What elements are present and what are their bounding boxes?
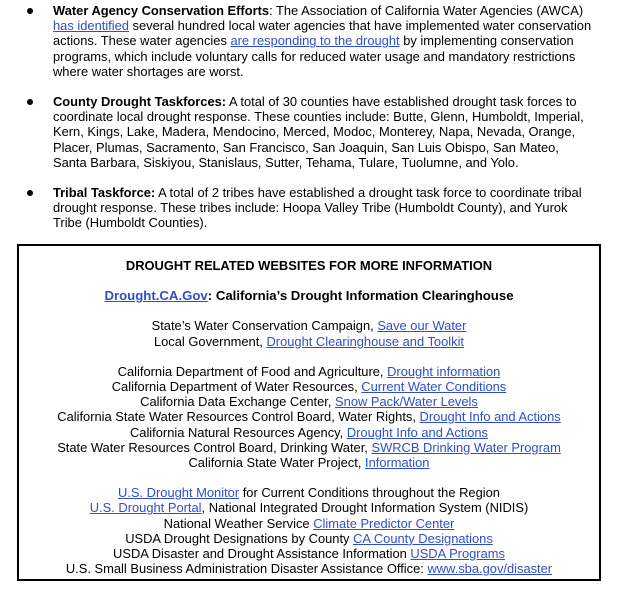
bullet-water-agency [0, 3, 620, 79]
responding-to-drought-link[interactable]: are responding to the drought [230, 33, 400, 49]
has-identified-link[interactable]: has identified [53, 18, 129, 34]
bullet-dot-icon [27, 190, 33, 196]
clearinghouse-text: : California’s Drought Information Clearinghouse [207, 288, 514, 304]
resource-line [19, 500, 599, 515]
resource-link[interactable]: Drought Clearinghouse and Toolkit [266, 333, 465, 349]
resource-text: USDA Drought Designations by County [125, 530, 354, 546]
resource-line [19, 531, 599, 546]
resource-link[interactable]: SWRCB Drinking Water Program [371, 439, 561, 455]
link-group [19, 318, 599, 348]
resource-line [19, 364, 599, 379]
resource-text: California State Water Resources Control Board, Water Rights, [57, 409, 420, 425]
resource-text: State Water Resources Control Board, Drinking Water, [57, 439, 372, 455]
resource-link[interactable]: CA County Designations [353, 530, 493, 546]
bullet-text: several hundred local water agencies that have implemented water conservation actions. These water agencies [53, 18, 592, 49]
resource-link[interactable]: www.sba.gov/disaster [427, 561, 553, 577]
bullet-title: Tribal Taskforce: [53, 185, 156, 201]
resource-line [19, 455, 599, 470]
resource-text: for Current Conditions throughout the Region [239, 485, 500, 501]
bullet-title: County Drought Taskforces: [53, 94, 227, 110]
resource-link[interactable]: U.S. Drought Portal [89, 500, 202, 516]
resource-text: State’s Water Conservation Campaign, [151, 318, 378, 334]
bullet-text: by implementing conservation programs, which include voluntary calls for reduced water usage and mandatory restrictions where water shortages are worst. [53, 33, 576, 79]
clearinghouse-line [19, 288, 599, 303]
resource-text: U.S. Small Business Administration Disaster Assistance Office: [65, 561, 428, 577]
resource-link[interactable]: Snow Pack/Water Levels [335, 394, 478, 410]
bullet-title: Water Agency Conservation Efforts [53, 3, 270, 18]
resource-text: USDA Disaster and Drought Assistance Information [113, 546, 411, 562]
resource-line [19, 485, 599, 500]
bullet-tribal-taskforce [0, 185, 620, 231]
resource-line [19, 440, 599, 455]
resource-text: California Department of Food and Agriculture, [117, 363, 388, 379]
resource-line [19, 425, 599, 440]
resource-link[interactable]: USDA Programs [410, 546, 505, 562]
box-heading: DROUGHT RELATED WEBSITES FOR MORE INFORMATION [125, 258, 493, 273]
resource-text: California Data Exchange Center, [140, 394, 336, 410]
bullet-text: : The Association of California Water Agencies (AWCA) [269, 3, 584, 18]
resource-line [19, 409, 599, 424]
drought-ca-gov-link[interactable]: Drought.CA.Gov [104, 288, 208, 304]
bullet-text: A total of 30 counties have established drought task forces to coordinate local drought response. These counties include: Butte, Glenn, Humboldt, Imperial, Kern, Kings, Lake, Madera, Mendocino, Merced, Modoc, Monterey, Napa, Nevada, Orange, Placer, Plumas, Sacramento, San Francisco, San Joaquin, San Luis Obispo, San Mateo, Santa Barbara, Siskiyou, Stanislaus, Sutter, Tehama, Tulare, Tuolumne, and Yolo. [53, 94, 584, 170]
resource-link[interactable]: Information [364, 455, 430, 471]
resource-line [19, 318, 599, 333]
resource-line [19, 394, 599, 409]
bullet-dot-icon [27, 8, 33, 14]
link-group [19, 485, 599, 576]
websites-info-box [17, 244, 601, 581]
bullet-dot-icon [27, 99, 33, 105]
resource-link[interactable]: Save our Water [377, 318, 467, 334]
resource-text: National Weather Service [163, 515, 314, 531]
resource-text: California State Water Project, [188, 455, 365, 471]
bullet-county-taskforces [0, 94, 620, 170]
resource-line [19, 334, 599, 349]
resource-text: California Department of Water Resources, [111, 379, 362, 395]
resource-line [19, 546, 599, 561]
resource-text: California Natural Resources Agency, [129, 424, 347, 440]
resource-link[interactable]: Climate Predictor Center [313, 515, 455, 531]
resource-link[interactable]: Drought Info and Actions [419, 409, 561, 425]
resource-line [19, 516, 599, 531]
link-group [19, 364, 599, 470]
link-groups [19, 318, 599, 576]
resource-line [19, 379, 599, 394]
bullet-text: A total of 2 tribes have established a drought task force to coordinate tribal drought response. These tribes include: Hoopa Valley Tribe (Humboldt County), and Yurok Tribe (Humboldt Counties). [53, 185, 582, 231]
bullet-list [0, 3, 620, 246]
resource-line [19, 561, 599, 576]
resource-link[interactable]: U.S. Drought Monitor [118, 485, 240, 501]
resource-link[interactable]: Drought Info and Actions [346, 424, 489, 440]
resource-text: , National Integrated Drought Information System (NIDIS) [201, 500, 529, 516]
resource-link[interactable]: Drought information [387, 363, 501, 379]
resource-text: Local Government, [153, 333, 267, 349]
resource-link[interactable]: Current Water Conditions [361, 379, 507, 395]
